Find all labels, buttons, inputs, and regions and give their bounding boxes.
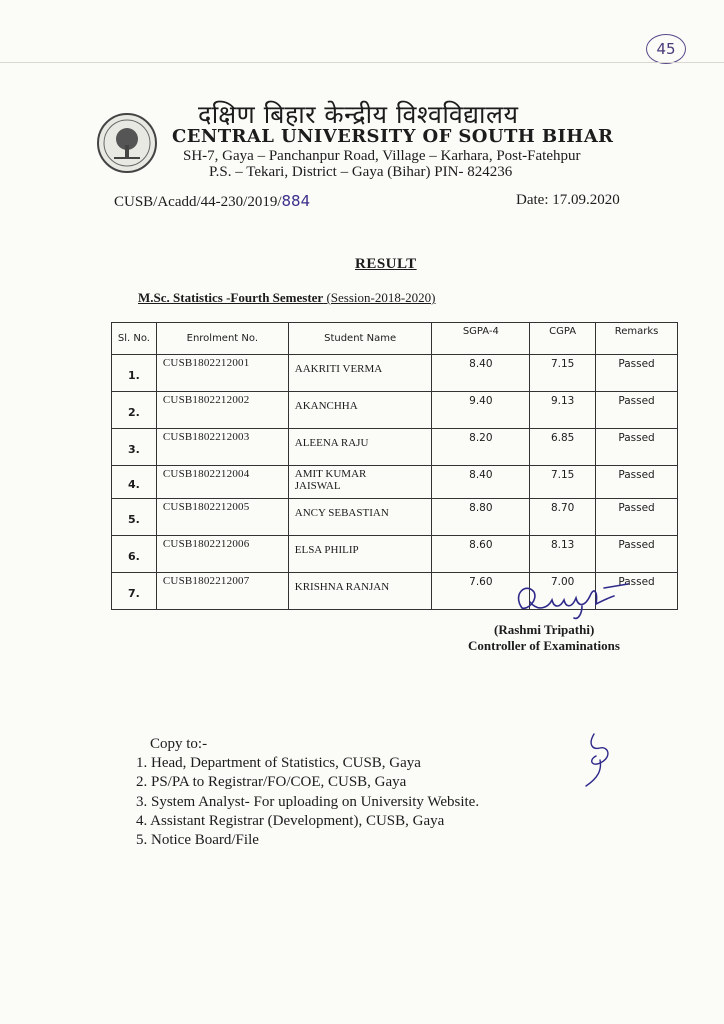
signatory-title: Controller of Examinations [468,638,620,653]
reference-number [114,192,310,211]
cell-remarks: Passed [596,466,678,499]
cell-student-name [288,466,432,499]
table-row [112,536,678,573]
cell-student-name: KRISHNA RANJAN [288,573,432,610]
cell-sl-no: 5. [112,499,157,536]
cell-enrolment: CUSB1802212003 [156,429,288,466]
cell-cgpa: 7.15 [530,466,596,499]
address-line-2: P.S. – Tekari, District – Gaya (Bihar) PIN- 824236 [209,164,513,180]
university-name-hindi: दक्षिण बिहार केन्द्रीय विश्वविद्यालय [198,100,519,129]
university-name-english: CENTRAL UNIVERSITY OF SOUTH BIHAR [172,126,614,147]
cell-sgpa: 8.40 [432,466,530,499]
table-row [112,355,678,392]
header-cgpa: CGPA [530,323,596,355]
cell-enrolment: CUSB1802212004 [156,466,288,499]
cell-sl-no: 1. [112,355,157,392]
result-heading: RESULT [355,256,417,272]
list-item: 2. PS/PA to Registrar/FO/COE, CUSB, Gaya [136,774,407,791]
cell-remarks: Passed [596,573,678,610]
programme-name: M.Sc. Statistics -Fourth Semester [138,290,324,305]
list-item: 4. Assistant Registrar (Development), CUSB, Gaya [136,812,445,829]
copy-to-list [136,754,479,850]
handwritten-initials [578,730,618,788]
cell-enrolment: CUSB1802212006 [156,536,288,573]
handwritten-signature [508,578,636,622]
session-text: (Session-2018-2020) [323,290,436,305]
cell-enrolment: CUSB1802212001 [156,355,288,392]
signatory-name: (Rashmi Tripathi) [494,622,595,637]
cell-enrolment: CUSB1802212005 [156,499,288,536]
handwritten-reference-number: 884 [281,192,311,210]
cell-sl-no: 4. [112,466,157,499]
cell-sgpa: 8.20 [432,429,530,466]
table-row [112,499,678,536]
cell-sl-no: 6. [112,536,157,573]
cell-remarks: Passed [596,392,678,429]
cell-cgpa: 7.15 [530,355,596,392]
cell-sl-no: 2. [112,392,157,429]
table-header-row [112,323,678,355]
student-name-line-1: AMIT KUMAR [294,468,367,480]
cell-enrolment: CUSB1802212007 [156,573,288,610]
list-item: 1. Head, Department of Statistics, CUSB, Gaya [136,755,421,771]
top-divider [0,62,724,63]
cell-sl-no: 7. [112,573,157,610]
cell-remarks: Passed [596,536,678,573]
reference-prefix: CUSB/Acadd/44-230/2019/ [114,194,282,210]
table-row [112,429,678,466]
table-row [112,392,678,429]
cell-cgpa: 6.85 [530,429,596,466]
cell-remarks: Passed [596,429,678,466]
cell-sgpa: 7.60 [432,573,530,610]
cell-student-name: AAKRITI VERMA [288,355,432,392]
cell-student-name: AKANCHHA [288,392,432,429]
programme-subtitle [138,290,436,306]
handwritten-page-number: 45 [646,34,686,64]
header-sl-no: Sl. No. [112,323,157,355]
cell-sgpa: 8.80 [432,499,530,536]
university-logo-icon [96,112,158,174]
cell-student-name: ELSA PHILIP [288,536,432,573]
cell-remarks: Passed [596,355,678,392]
header-remarks: Remarks [596,323,678,355]
cell-sgpa: 8.40 [432,355,530,392]
cell-cgpa: 7.00 [530,573,596,610]
student-name-line-2: JAISWAL [294,480,341,492]
header-sgpa: SGPA-4 [432,323,530,355]
cell-sl-no: 3. [112,429,157,466]
header-enrolment-no: Enrolment No. [156,323,288,355]
cell-sgpa: 9.40 [432,392,530,429]
cell-enrolment: CUSB1802212002 [156,392,288,429]
cell-student-name: ALEENA RAJU [288,429,432,466]
list-item: 3. System Analyst- For uploading on University Website. [136,793,480,810]
header-student-name: Student Name [288,323,432,355]
cell-remarks: Passed [596,499,678,536]
cell-cgpa: 8.13 [530,536,596,573]
cell-sgpa: 8.60 [432,536,530,573]
address-line-1: SH-7, Gaya – Panchanpur Road, Village – Karhara, Post-Fatehpur [183,148,581,164]
copy-to-heading: Copy to:- [150,736,208,752]
table-row [112,466,678,499]
cell-student-name: ANCY SEBASTIAN [288,499,432,536]
result-table [111,322,678,610]
cell-cgpa: 9.13 [530,392,596,429]
list-item: 5. Notice Board/File [136,832,259,849]
cell-cgpa: 8.70 [530,499,596,536]
document-date: Date: 17.09.2020 [516,192,620,208]
